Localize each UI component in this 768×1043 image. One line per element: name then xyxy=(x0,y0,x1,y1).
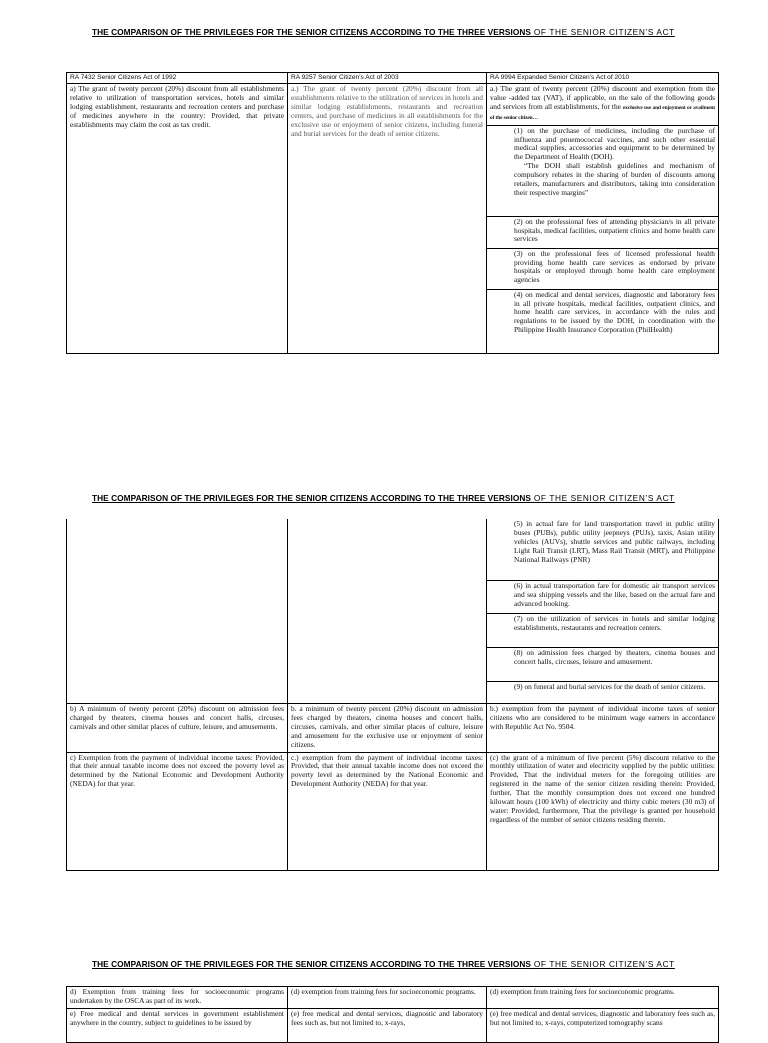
comparison-table xyxy=(66,986,719,1043)
ra9994-item-5: (5) in actual fare for land transportation travel in public utility buses (PUBs), public utility jeepneys (PUJs), taxis, Asian utility vehicles (AUVs), shuttle services and public railways, including Light Rail Transit (LRT), Mass Rail Transit (MRT), and Philippine National Railways (PNR) xyxy=(487,519,719,581)
ra9257-empty-cell xyxy=(288,519,487,704)
ra9257-cell-a: a.) The grant of twenty percent (20%) discount from all establishments relative to the utilization of services in hotels and similar lodging establishments, restaurants and recreation centers, and purchase of medicines in all establishments for the exclusive use or enjoyment of senior citizens, including funeral and burial services for the death of senior citizens. xyxy=(288,84,487,354)
ra9994-cell-e: (e) free medical and dental services, diagnostic and laboratory fees such as, but not limited to, x-rays, computerized tomography scans xyxy=(487,1009,719,1043)
ra7432-cell-e: e) Free medical and dental services in government establishment anywhere in the country, subject to guidelines to be issued by xyxy=(67,1009,288,1043)
ra7432-cell-b: b) A minimum of twenty percent (20%) discount on admission fees charged by theaters, cinema houses and concert halls, circuses, carnivals and other similar places of culture, leisure, and amusements. xyxy=(67,704,288,753)
ra7432-cell-a: a) The grant of twenty percent (20%) discount from all establishments relative to utilization of transportation services, hotels and similar lodging establishment, restaurants and recreation centers and purchase of medicines anywhere in the country: Provided, that private establishments may claim the cost as tax credit. xyxy=(67,84,288,354)
header-row xyxy=(67,73,719,84)
ra9994-item-3: (3) on the professional fees of licensed professional health providing home health care services as endorsed by private hospitals or employed through home health care employment agencies xyxy=(487,248,719,289)
ra9994-item-2: (2) on the professional fees of attending physician/s in all private hospitals, medical facilities, outpatient clinics and home health care services xyxy=(487,216,719,248)
comparison-table xyxy=(66,519,719,871)
ra7432-empty-cell xyxy=(67,519,288,704)
ra9994-item-1-quote: “The DOH shall establish guidelines and mechanism of compulsory rebates in the sharing of burden of discounts among retailers, manufacturers and distributors, taking into consideration their respective margins” xyxy=(514,161,715,197)
table-row xyxy=(67,704,719,753)
ra9994-cell-c: (c) the grant of a minimum of five percent (5%) discount relative to the monthly utilization of water and electricity supplied by the public utilities: Provided, That the individual meters for the foregoing utilities are registered in the name of the senior citizen residing therein: Provided, further, That the monthly consumption does not exceed one hundred kilowatt hours (100 kWh) of electricity and thirty cubic meters (30 m3) of water: Provided, furthermore, That the privilege is granted per household regardless of the number of senior citizens residing therein. xyxy=(487,752,719,870)
ra9257-cell-e: (e) free medical and dental services, diagnostic and laboratory fees such as, but not limited to, x-rays, xyxy=(288,1009,487,1043)
comparison-table xyxy=(66,72,719,354)
page-title: THE COMPARISON OF THE PRIVILEGES FOR THE SENIOR CITIZENS ACCORDING TO THE THREE VERSIONS OF THE SENIOR CITIZEN’S ACT xyxy=(92,27,675,37)
table-row xyxy=(67,1009,719,1043)
column-header-ra9994: RA 9994 Expanded Senior Citizen’s Act of 2010 xyxy=(487,73,719,84)
ra9994-item-1-text: (1) on the purchase of medicines, including the purchase of influenza and pnuemococcal vaccines, and such other essential medical supplies, accessories and equipment to be determined by the Department of Health (DOH). xyxy=(514,125,715,162)
ra9257-cell-b: b. a minimum of twenty percent (20%) discount on admission fees charged by theaters, cinema houses and concert halls, circuses, carnivals, and other similar places of culture, leisure and amusement for the exclusive use or enjoyment of senior citizens. xyxy=(288,704,487,753)
table-row xyxy=(67,519,719,581)
ra9994-cell-d: (d) exemption from training fees for socioeconomic programs. xyxy=(487,987,719,1009)
ra9994-item-9: (9) on funeral and burial services for the death of senior citizens. xyxy=(487,682,719,704)
column-header-ra7432: RA 7432 Senior Citizens Act of 1992 xyxy=(67,73,288,84)
page-title: THE COMPARISON OF THE PRIVILEGES FOR THE SENIOR CITIZENS ACCORDING TO THE THREE VERSIONS OF THE SENIOR CITIZEN’S ACT xyxy=(92,493,675,503)
table-row xyxy=(67,752,719,870)
table-row xyxy=(67,84,719,126)
ra9994-a-intro-text: a.) The grant of twenty percent (20%) discount and exemption from the value -added tax (VAT), if applicable, on the sale of the following goods and services from all establishments, for the xyxy=(490,84,715,111)
ra7432-cell-c: c) Exemption from the payment of individual income taxes: Provided, that their annual taxable income does not exceed the poverty level as determined by the National Economic and Development Authority (NEDA) for that year. xyxy=(67,752,288,870)
ra9994-item-6: (6) in actual transportation fare for domestic air transport services and sea shipping vessels and the like, based on the actual fare and advanced booking. xyxy=(487,581,719,614)
ra9994-cell-b: b.) exemption from the payment of individual income taxes of senior citizens who are considered to be minimum wage earners in accordance with Republic Act No. 9504. xyxy=(487,704,719,753)
page-title: THE COMPARISON OF THE PRIVILEGES FOR THE SENIOR CITIZENS ACCORDING TO THE THREE VERSIONS OF THE SENIOR CITIZEN’S ACT xyxy=(92,959,675,969)
ra9994-cell-a-intro xyxy=(487,84,719,126)
table-row xyxy=(67,987,719,1009)
ra9257-cell-d: (d) exemption from training fees for socioeconomic programs. xyxy=(288,987,487,1009)
ra9994-a-intro-small: exclusive use and enjoyment or availment of the senior citizen… xyxy=(490,104,715,121)
ra9994-item-1 xyxy=(487,125,719,216)
ra7432-cell-d: d) Exemption from training fees for socioeconomic programs undertaken by the OSCA as part of its work. xyxy=(67,987,288,1009)
ra9994-item-4: (4) on medical and dental services, diagnostic and laboratory fees in all private hospitals, medical facilities, outpatient clinics, and home health care services, in accordance with the rules and regulations to be issued by the DOH, in coordination with the Philippine Health Insurance Corporation (PhilHealth) xyxy=(487,289,719,353)
column-header-ra9257: RA 9257 Senior Citizen’s Act of 2003 xyxy=(288,73,487,84)
ra9994-item-8: (8) on admission fees charged by theaters, cinema houses and concert halls, circuses, leisure and amusement. xyxy=(487,648,719,682)
ra9257-cell-c: c.) exemption from the payment of individual income taxes: Provided, that their annual taxable income does not exceed the poverty level as determined by the National Economic and Development Authority (NEDA) for that year. xyxy=(288,752,487,870)
ra9994-item-7: (7) on the utilization of services in hotels and similar lodging establishments, restaurants and recreation centers. xyxy=(487,614,719,648)
